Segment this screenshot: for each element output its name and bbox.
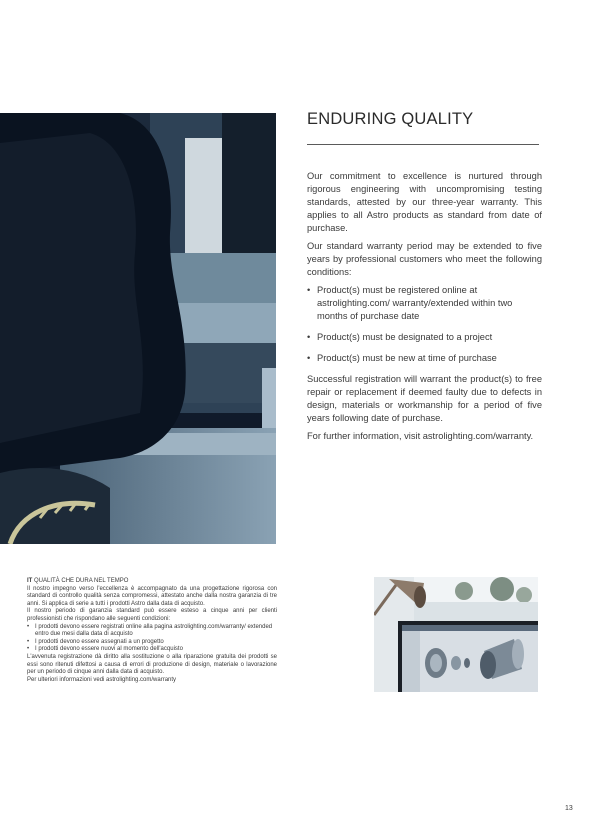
main-photo (0, 113, 276, 544)
main-photo-illustration (0, 113, 276, 544)
list-item (307, 352, 542, 365)
bullet-icon: • (307, 285, 311, 295)
list-item (27, 624, 277, 639)
italian-paragraph-4: Per ulteriori informazioni vedi astrolighting.com/warranty (27, 676, 177, 683)
english-paragraph-2: Our standard warranty period may be extended to five years by professional customers who meet the following conditions: (307, 241, 542, 277)
italian-paragraph-3: L'avvenuta registrazione dà diritto alla sostituzione o alla riparazione gratuita dei prodotti se essi sono ritenuti difettosi a causa di errori di produzione di design, materiale o lavorazione per un periodo di cinque anni dalla data di acquisto. (27, 653, 277, 676)
english-paragraph-4: For further information, visit astrolighting.com/warranty. (307, 431, 534, 441)
bullet-icon: • (27, 638, 30, 645)
english-paragraph-3: Successful registration will warrant the product(s) to free repair or replacement if deemed faulty due to defects in design, materials or workmanship for a period of five years following date of purchase. (307, 374, 542, 423)
italian-paragraph-1: Il nostro impegno verso l'eccellenza è accompagnato da una progettazione rigorosa con standard di controllo qualità senza compromessi, attestato anche dalla nostra garanzia di tre anni. Si applica di serie a tutti i prodotti Astro dalla data di acquisto. (27, 585, 277, 607)
bullet-icon: • (27, 646, 30, 653)
list-item-text: Product(s) must be new at time of purchase (317, 353, 497, 363)
italian-paragraph-2: Il nostro periodo di garanzia standard può essere esteso a cinque anni per clienti professionisti che rispondano alle seguenti condizioni: (27, 608, 277, 622)
list-item-text: Product(s) must be designated to a project (317, 332, 493, 342)
english-body (307, 170, 542, 448)
english-conditions-list (307, 284, 542, 365)
list-item (307, 331, 542, 344)
list-item (307, 284, 542, 323)
english-paragraph-1: Our commitment to excellence is nurtured through rigorous engineering with uncompromising testing standards, attested by our three-year warranty. This applies to all Astro products as standard from date of purchase. (307, 171, 542, 233)
italian-heading: QUALITÀ CHE DURA NEL TEMPO (34, 578, 129, 584)
language-code: IT (27, 578, 33, 584)
list-item-text: Product(s) must be registered online at astrolighting.com/ warranty/extended within two months of purchase date (317, 285, 513, 321)
bullet-icon: • (307, 353, 311, 363)
bullet-icon: • (307, 332, 311, 342)
section-heading: ENDURING QUALITY (307, 110, 474, 128)
page-number: 13 (565, 805, 573, 812)
list-item (27, 646, 277, 654)
list-item-text: I prodotti devono essere nuovi al momento dell'acquisto (35, 646, 183, 653)
italian-title (27, 578, 277, 586)
heading-divider (307, 144, 539, 145)
list-item-text: I prodotti devono essere registrati online alla pagina astrolighting.com/warranty/ extended entro due mesi dalla data di acquisto (35, 623, 273, 638)
list-item (27, 639, 277, 647)
italian-body (27, 578, 277, 684)
italian-conditions-list (27, 624, 277, 654)
bullet-icon: • (27, 623, 30, 630)
cad-monitor-photo (374, 577, 538, 692)
list-item-text: I prodotti devono essere assegnati a un progetto (35, 638, 164, 645)
cad-monitor-illustration (374, 577, 538, 692)
